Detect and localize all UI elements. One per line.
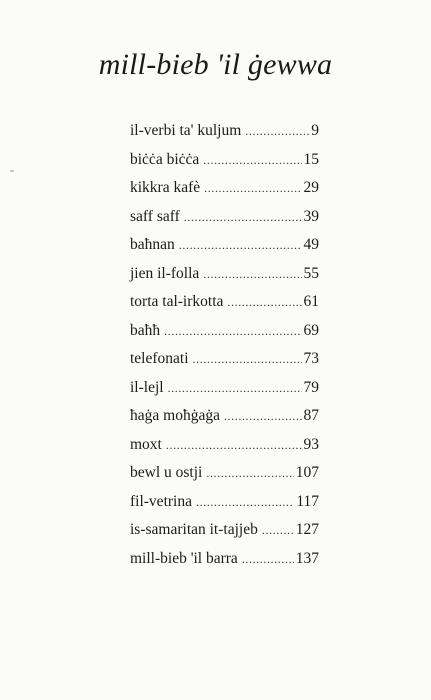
toc-entry [130,406,319,435]
toc-entry-page: 49 [303,236,319,253]
toc-entry-title: telefonati [130,350,189,367]
toc-entry-page: 9 [311,122,319,139]
paper-speck [10,170,14,172]
contents-heading: mill-bieb 'il ġewwa [98,48,333,81]
toc-entry [130,292,319,321]
toc-entry [130,435,319,464]
toc-entry [130,150,319,179]
toc-entry-title: ħaġa moħġaġa [130,407,220,424]
toc-entry-page: 73 [303,350,319,367]
toc-entry [130,378,319,407]
toc-entry [130,321,319,350]
toc-leader-dots [184,207,302,227]
toc-entry-page: 29 [303,179,319,196]
toc-entry-page: 117 [296,492,319,510]
toc-entry-page: 87 [303,407,319,424]
toc-entry-page: 55 [303,264,319,282]
toc-entry-title: biċċa biċċa [130,150,200,168]
toc-entry [130,207,319,236]
toc-entry-page: 61 [303,293,319,310]
toc-entry [130,549,319,578]
toc-entry-title: mill-bieb 'il barra [130,549,238,567]
toc-entry-title: moxt [130,435,162,453]
toc-leader-dots [203,264,301,284]
toc-leader-dots [166,435,302,455]
toc-leader-dots [262,520,294,540]
toc-leader-dots [242,549,294,569]
toc-entry [130,492,319,521]
toc-entry-page: 107 [295,464,319,481]
table-of-contents [130,121,319,577]
toc-leader-dots [193,349,302,369]
toc-entry [130,349,319,378]
toc-leader-dots [168,378,302,398]
toc-entry [130,235,319,264]
toc-entry-page: 93 [303,435,319,453]
toc-entry [130,264,319,293]
toc-leader-dots [203,150,301,170]
toc-leader-dots [164,321,301,341]
toc-leader-dots [206,463,293,483]
toc-entry-title: bewl u ostji [130,464,203,481]
toc-entry-title: baħħ [130,321,161,339]
toc-entry-title: il-verbi ta' kuljum [130,122,242,139]
toc-entry-title: jien il-folla [130,264,200,282]
toc-leader-dots [227,292,301,312]
toc-entry-title: is-samaritan it-tajjeb [130,521,258,538]
toc-leader-dots [224,406,302,426]
toc-entry-title: kikkra kafè [130,179,201,196]
toc-leader-dots [204,178,301,198]
toc-entry-title: fil-vetrina [130,492,192,510]
toc-entry [130,121,319,150]
toc-entry-page: 127 [295,521,319,538]
toc-leader-dots [245,121,309,141]
toc-entry-title: saff saff [130,207,180,225]
toc-entry [130,178,319,207]
toc-entry-page: 69 [303,321,319,339]
toc-entry-page: 79 [303,378,319,396]
toc-entry-page: 15 [303,150,319,168]
toc-entry [130,463,319,492]
toc-entry-page: 39 [303,207,319,225]
toc-entry-title: torta tal-irkotta [130,293,224,310]
toc-entry-title: baħnan [130,236,175,253]
toc-entry-title: il-lejl [130,378,164,396]
toc-entry [130,520,319,549]
toc-entry-page: 137 [295,549,319,567]
toc-leader-dots [179,235,302,255]
toc-leader-dots [196,492,294,512]
